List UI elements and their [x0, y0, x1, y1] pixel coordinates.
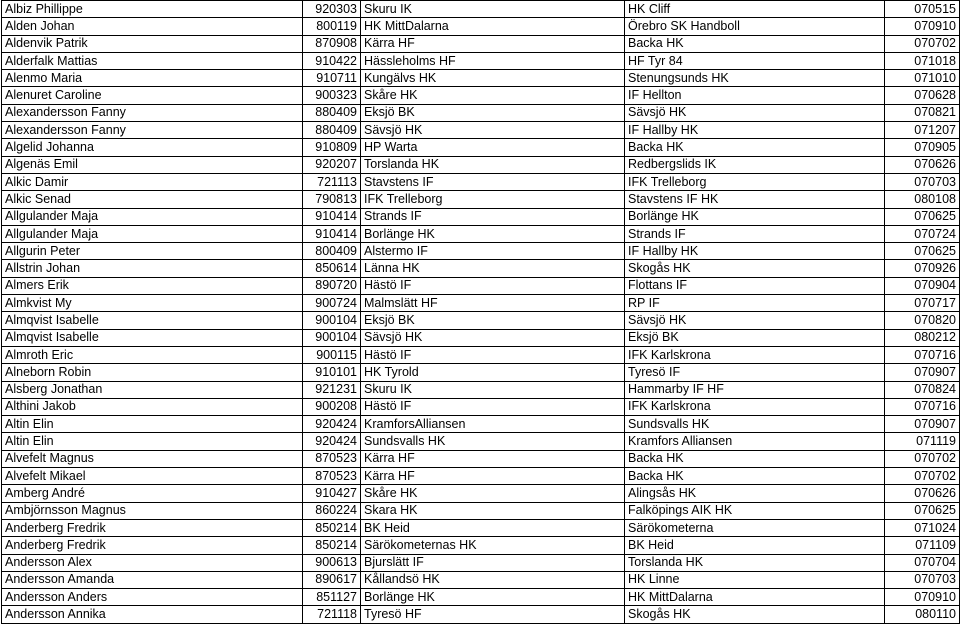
birth-date-cell: 910427 — [303, 485, 361, 502]
player-name-cell: Alexandersson Fanny — [2, 122, 303, 139]
table-row — [2, 485, 960, 502]
from-club-cell: HK Tyrold — [361, 364, 625, 381]
table-row — [2, 450, 960, 467]
transfer-date-cell: 070926 — [885, 260, 960, 277]
transfer-date-cell: 070820 — [885, 312, 960, 329]
table-row — [2, 416, 960, 433]
to-club-cell: Stenungsunds HK — [625, 70, 885, 87]
table-row — [2, 554, 960, 571]
from-club-cell: Eksjö BK — [361, 312, 625, 329]
player-name-cell: Alkic Damir — [2, 173, 303, 190]
transfer-date-cell: 071119 — [885, 433, 960, 450]
birth-date-cell: 721113 — [303, 173, 361, 190]
table-row — [2, 225, 960, 242]
from-club-cell: Bjurslätt IF — [361, 554, 625, 571]
table-row — [2, 433, 960, 450]
birth-date-cell: 850214 — [303, 537, 361, 554]
transfer-date-cell: 071109 — [885, 537, 960, 554]
player-name-cell: Almroth Eric — [2, 346, 303, 363]
transfer-date-cell: 070626 — [885, 485, 960, 502]
birth-date-cell: 850614 — [303, 260, 361, 277]
player-name-cell: Anderberg Fredrik — [2, 537, 303, 554]
table-row — [2, 606, 960, 623]
birth-date-cell: 900208 — [303, 398, 361, 415]
birth-date-cell: 900115 — [303, 346, 361, 363]
from-club-cell: IFK Trelleborg — [361, 191, 625, 208]
player-name-cell: Almers Erik — [2, 277, 303, 294]
from-club-cell: Alstermo IF — [361, 243, 625, 260]
table-row — [2, 260, 960, 277]
from-club-cell: BK Heid — [361, 519, 625, 536]
to-club-cell: BK Heid — [625, 537, 885, 554]
to-club-cell: Hammarby IF HF — [625, 381, 885, 398]
player-name-cell: Andersson Alex — [2, 554, 303, 571]
transfer-date-cell: 071207 — [885, 122, 960, 139]
player-name-cell: Aldenvik Patrik — [2, 35, 303, 52]
to-club-cell: HK Linne — [625, 571, 885, 588]
transfer-date-cell: 070716 — [885, 346, 960, 363]
transfer-date-cell: 080110 — [885, 606, 960, 623]
birth-date-cell: 920207 — [303, 156, 361, 173]
table-row — [2, 173, 960, 190]
player-name-cell: Allstrin Johan — [2, 260, 303, 277]
player-name-cell: Andersson Anders — [2, 589, 303, 606]
player-name-cell: Alderfalk Mattias — [2, 52, 303, 69]
from-club-cell: HP Warta — [361, 139, 625, 156]
player-name-cell: Albiz Phillippe — [2, 1, 303, 18]
from-club-cell: Hästö IF — [361, 346, 625, 363]
from-club-cell: Skara HK — [361, 502, 625, 519]
birth-date-cell: 900323 — [303, 87, 361, 104]
from-club-cell: Skåre HK — [361, 485, 625, 502]
from-club-cell: Eksjö BK — [361, 104, 625, 121]
from-club-cell: Torslanda HK — [361, 156, 625, 173]
table-row — [2, 571, 960, 588]
player-name-cell: Anderberg Fredrik — [2, 519, 303, 536]
from-club-cell: Kungälvs HK — [361, 70, 625, 87]
birth-date-cell: 900104 — [303, 312, 361, 329]
birth-date-cell: 900724 — [303, 295, 361, 312]
to-club-cell: IFK Trelleborg — [625, 173, 885, 190]
table-row — [2, 312, 960, 329]
player-name-cell: Alneborn Robin — [2, 364, 303, 381]
birth-date-cell: 870908 — [303, 35, 361, 52]
to-club-cell: Backa HK — [625, 468, 885, 485]
table-row — [2, 104, 960, 121]
table-row — [2, 502, 960, 519]
to-club-cell: Örebro SK Handboll — [625, 18, 885, 35]
to-club-cell: IF Hellton — [625, 87, 885, 104]
to-club-cell: IFK Karlskrona — [625, 398, 885, 415]
from-club-cell: Kärra HF — [361, 450, 625, 467]
birth-date-cell: 920424 — [303, 433, 361, 450]
birth-date-cell: 790813 — [303, 191, 361, 208]
birth-date-cell: 910809 — [303, 139, 361, 156]
birth-date-cell: 900613 — [303, 554, 361, 571]
to-club-cell: Kramfors Alliansen — [625, 433, 885, 450]
transfer-date-cell: 071018 — [885, 52, 960, 69]
birth-date-cell: 721118 — [303, 606, 361, 623]
birth-date-cell: 910711 — [303, 70, 361, 87]
table-row — [2, 1, 960, 18]
transfer-date-cell: 070628 — [885, 87, 960, 104]
birth-date-cell: 921231 — [303, 381, 361, 398]
from-club-cell: Sundsvalls HK — [361, 433, 625, 450]
birth-date-cell: 880409 — [303, 122, 361, 139]
transfer-date-cell: 070716 — [885, 398, 960, 415]
to-club-cell: Eksjö BK — [625, 329, 885, 346]
to-club-cell: Sävsjö HK — [625, 104, 885, 121]
transfer-date-cell: 070905 — [885, 139, 960, 156]
from-club-cell: Strands IF — [361, 208, 625, 225]
birth-date-cell: 910422 — [303, 52, 361, 69]
transfer-date-cell: 070704 — [885, 554, 960, 571]
transfer-date-cell: 070910 — [885, 18, 960, 35]
from-club-cell: Sävsjö HK — [361, 329, 625, 346]
birth-date-cell: 880409 — [303, 104, 361, 121]
birth-date-cell: 920303 — [303, 1, 361, 18]
from-club-cell: Hässleholms HF — [361, 52, 625, 69]
transfer-date-cell: 070515 — [885, 1, 960, 18]
table-row — [2, 295, 960, 312]
table-row — [2, 468, 960, 485]
to-club-cell: Tyresö IF — [625, 364, 885, 381]
table-row — [2, 87, 960, 104]
player-name-cell: Algelid Johanna — [2, 139, 303, 156]
player-name-cell: Altin Elin — [2, 433, 303, 450]
from-club-cell: HK MittDalarna — [361, 18, 625, 35]
from-club-cell: Kärra HF — [361, 35, 625, 52]
transfer-date-cell: 071010 — [885, 70, 960, 87]
table-row — [2, 329, 960, 346]
transfer-date-cell: 070702 — [885, 35, 960, 52]
from-club-cell: Borlänge HK — [361, 589, 625, 606]
player-name-cell: Ambjörnsson Magnus — [2, 502, 303, 519]
table-row — [2, 35, 960, 52]
transfer-table — [1, 0, 960, 624]
player-name-cell: Andersson Annika — [2, 606, 303, 623]
to-club-cell: Särökometerna — [625, 519, 885, 536]
transfer-date-cell: 070724 — [885, 225, 960, 242]
to-club-cell: Alingsås HK — [625, 485, 885, 502]
player-name-cell: Altin Elin — [2, 416, 303, 433]
table-row — [2, 346, 960, 363]
birth-date-cell: 890720 — [303, 277, 361, 294]
transfer-table-body — [2, 1, 960, 624]
table-row — [2, 191, 960, 208]
to-club-cell: Skogås HK — [625, 606, 885, 623]
from-club-cell: Skåre HK — [361, 87, 625, 104]
player-name-cell: Almqvist Isabelle — [2, 329, 303, 346]
player-name-cell: Algenäs Emil — [2, 156, 303, 173]
to-club-cell: IFK Karlskrona — [625, 346, 885, 363]
table-row — [2, 364, 960, 381]
to-club-cell: RP IF — [625, 295, 885, 312]
player-name-cell: Alexandersson Fanny — [2, 104, 303, 121]
birth-date-cell: 870523 — [303, 468, 361, 485]
to-club-cell: Backa HK — [625, 450, 885, 467]
birth-date-cell: 851127 — [303, 589, 361, 606]
to-club-cell: IF Hallby HK — [625, 122, 885, 139]
transfer-date-cell: 070717 — [885, 295, 960, 312]
table-row — [2, 277, 960, 294]
transfer-date-cell: 070907 — [885, 416, 960, 433]
transfer-date-cell: 070625 — [885, 243, 960, 260]
table-row — [2, 156, 960, 173]
player-name-cell: Alvefelt Mikael — [2, 468, 303, 485]
transfer-date-cell: 070907 — [885, 364, 960, 381]
to-club-cell: Torslanda HK — [625, 554, 885, 571]
to-club-cell: Backa HK — [625, 35, 885, 52]
from-club-cell: Hästö IF — [361, 277, 625, 294]
transfer-date-cell: 070625 — [885, 208, 960, 225]
player-name-cell: Alvefelt Magnus — [2, 450, 303, 467]
transfer-date-cell: 080212 — [885, 329, 960, 346]
to-club-cell: Backa HK — [625, 139, 885, 156]
player-name-cell: Alsberg Jonathan — [2, 381, 303, 398]
from-club-cell: Skuru IK — [361, 1, 625, 18]
from-club-cell: Skuru IK — [361, 381, 625, 398]
to-club-cell: Strands IF — [625, 225, 885, 242]
from-club-cell: Länna HK — [361, 260, 625, 277]
from-club-cell: Stavstens IF — [361, 173, 625, 190]
birth-date-cell: 900104 — [303, 329, 361, 346]
transfer-date-cell: 070702 — [885, 450, 960, 467]
transfer-date-cell: 070821 — [885, 104, 960, 121]
table-row — [2, 381, 960, 398]
from-club-cell: Tyresö HF — [361, 606, 625, 623]
table-row — [2, 52, 960, 69]
birth-date-cell: 860224 — [303, 502, 361, 519]
from-club-cell: KramforsAlliansen — [361, 416, 625, 433]
to-club-cell: HK MittDalarna — [625, 589, 885, 606]
player-name-cell: Almqvist Isabelle — [2, 312, 303, 329]
transfer-date-cell: 070625 — [885, 502, 960, 519]
from-club-cell: Särökometernas HK — [361, 537, 625, 554]
from-club-cell: Hästö IF — [361, 398, 625, 415]
table-row — [2, 537, 960, 554]
birth-date-cell: 800119 — [303, 18, 361, 35]
player-name-cell: Alenmo Maria — [2, 70, 303, 87]
player-name-cell: Amberg André — [2, 485, 303, 502]
from-club-cell: Kärra HF — [361, 468, 625, 485]
to-club-cell: Stavstens IF HK — [625, 191, 885, 208]
transfer-date-cell: 070904 — [885, 277, 960, 294]
birth-date-cell: 910414 — [303, 225, 361, 242]
to-club-cell: Falköpings AIK HK — [625, 502, 885, 519]
table-row — [2, 18, 960, 35]
to-club-cell: Flottans IF — [625, 277, 885, 294]
table-row — [2, 139, 960, 156]
to-club-cell: Borlänge HK — [625, 208, 885, 225]
transfer-date-cell: 070824 — [885, 381, 960, 398]
from-club-cell: Kållandsö HK — [361, 571, 625, 588]
from-club-cell: Malmslätt HF — [361, 295, 625, 312]
player-name-cell: Althini Jakob — [2, 398, 303, 415]
player-name-cell: Allgulander Maja — [2, 225, 303, 242]
from-club-cell: Sävsjö HK — [361, 122, 625, 139]
to-club-cell: Redbergslids IK — [625, 156, 885, 173]
transfer-date-cell: 070910 — [885, 589, 960, 606]
player-name-cell: Alkic Senad — [2, 191, 303, 208]
transfer-date-cell: 070702 — [885, 468, 960, 485]
player-name-cell: Allgurin Peter — [2, 243, 303, 260]
birth-date-cell: 890617 — [303, 571, 361, 588]
player-name-cell: Alenuret Caroline — [2, 87, 303, 104]
birth-date-cell: 800409 — [303, 243, 361, 260]
to-club-cell: HK Cliff — [625, 1, 885, 18]
transfer-date-cell: 070703 — [885, 173, 960, 190]
from-club-cell: Borlänge HK — [361, 225, 625, 242]
table-row — [2, 243, 960, 260]
transfer-date-cell: 080108 — [885, 191, 960, 208]
table-row — [2, 122, 960, 139]
to-club-cell: IF Hallby HK — [625, 243, 885, 260]
to-club-cell: Sävsjö HK — [625, 312, 885, 329]
birth-date-cell: 870523 — [303, 450, 361, 467]
player-name-cell: Andersson Amanda — [2, 571, 303, 588]
table-row — [2, 70, 960, 87]
to-club-cell: Sundsvalls HK — [625, 416, 885, 433]
player-name-cell: Almkvist My — [2, 295, 303, 312]
birth-date-cell: 850214 — [303, 519, 361, 536]
player-name-cell: Alden Johan — [2, 18, 303, 35]
birth-date-cell: 910101 — [303, 364, 361, 381]
table-row — [2, 589, 960, 606]
birth-date-cell: 910414 — [303, 208, 361, 225]
birth-date-cell: 920424 — [303, 416, 361, 433]
table-row — [2, 519, 960, 536]
player-name-cell: Allgulander Maja — [2, 208, 303, 225]
table-row — [2, 398, 960, 415]
transfer-date-cell: 070626 — [885, 156, 960, 173]
transfer-date-cell: 071024 — [885, 519, 960, 536]
to-club-cell: HF Tyr 84 — [625, 52, 885, 69]
to-club-cell: Skogås HK — [625, 260, 885, 277]
transfer-date-cell: 070703 — [885, 571, 960, 588]
table-row — [2, 208, 960, 225]
